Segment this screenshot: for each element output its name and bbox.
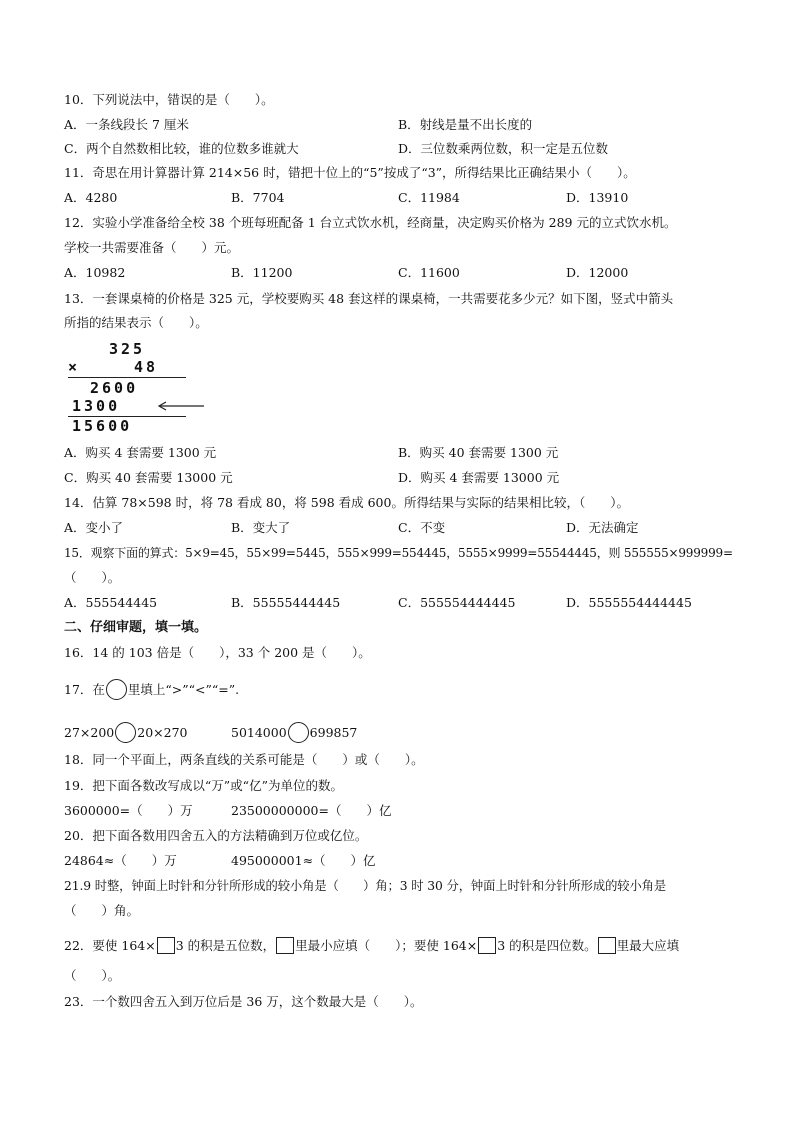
q12-option-d[interactable]: D．12000 — [566, 265, 629, 280]
q12-option-c[interactable]: C．11600 — [398, 265, 460, 280]
q20-expr-1: 24864≈（ ）万 — [64, 853, 177, 868]
q17-pre: 17．在 — [64, 682, 105, 697]
q11-option-d[interactable]: D．13910 — [566, 190, 629, 205]
multiplier: 48 — [134, 358, 159, 376]
square-blank-icon[interactable] — [598, 937, 616, 954]
q15-option-a[interactable]: A．555544445 — [64, 595, 158, 610]
q13-stem-line2: 所指的结果表示（ ）。 — [64, 315, 208, 330]
q19-stem: 19．把下面各数改写成以“万”或“亿”为单位的数。 — [64, 778, 343, 793]
q18-text: 18．同一个平面上，两条直线的关系可能是（ ）或（ ）。 — [64, 752, 424, 767]
partial-product-1: 2600 — [90, 379, 139, 397]
q15-stem-line2: （ ）。 — [64, 570, 121, 585]
q21-line1: 21.9 时整，钟面上时针和分针所形成的较小角是（ ）角；3 时 30 分，钟面上时针和分针所形成的较小角是 — [64, 879, 667, 893]
q12-stem-line1: 12．实验小学准备给全校 38 个班每班配备 1 台立式饮水机，经商量，决定购买价格为 289 元的立式饮水机。 — [64, 215, 677, 230]
square-blank-icon[interactable] — [478, 937, 496, 954]
final-product: 15600 — [72, 417, 133, 435]
q10-option-a[interactable]: A．一条线段长 7 厘米 — [64, 117, 189, 132]
q21-line2: （ ）角。 — [64, 903, 140, 918]
partial-product-2: 1300 — [72, 397, 121, 415]
section-heading: 二、仔细审题，填一填。 — [64, 620, 208, 635]
q19-expr-1: 3600000=（ ）万 — [64, 803, 193, 818]
q14-stem: 14．估算 78×598 时，将 78 看成 80，将 598 看成 600。所得结果与实际的结果相比较，（ ）。 — [64, 495, 629, 510]
q14-option-a[interactable]: A．变小了 — [64, 520, 124, 535]
q17-expr1-left: 27×200 — [64, 725, 115, 740]
q12-option-b[interactable]: B．11200 — [231, 265, 293, 280]
q19-expr-2: 23500000000=（ ）亿 — [231, 803, 392, 818]
q15-option-b[interactable]: B．55555444445 — [231, 595, 341, 610]
q17-expr-2 — [231, 722, 357, 743]
q10-option-d[interactable]: D．三位数乘两位数，积一定是五位数 — [398, 141, 609, 156]
q12-stem-line2: 学校一共需要准备（ ）元。 — [64, 240, 240, 255]
q15-option-d[interactable]: D．5555554444445 — [566, 595, 692, 610]
q11-option-c[interactable]: C．11984 — [398, 190, 460, 205]
q13-option-d[interactable]: D．购买 4 套需要 13000 元 — [398, 470, 560, 485]
q16-text: 16．14 的 103 倍是（ ），33 个 200 是（ ）。 — [64, 645, 371, 660]
q22-line2: （ ）。 — [64, 968, 121, 983]
circle-blank-icon — [106, 679, 127, 700]
q14-option-b[interactable]: B．变大了 — [231, 520, 291, 535]
square-blank-icon[interactable] — [276, 937, 294, 954]
q11-option-a[interactable]: A．4280 — [64, 190, 118, 205]
q11-option-b[interactable]: B．7704 — [231, 190, 285, 205]
q17-expr2-left: 5014000 — [231, 725, 287, 740]
q23-text: 23．一个数四舍五入到万位后是 36 万，这个数最大是（ ）。 — [64, 994, 423, 1009]
multiplicand: 325 — [109, 340, 146, 358]
q22-part5: 里最大应填 — [616, 938, 680, 953]
q13-stem-line1: 13．一套课桌椅的价格是 325 元，学校要购买 48 套这样的课桌椅，一共需要花多少元？如下图，竖式中箭头 — [64, 291, 674, 306]
q13-option-b[interactable]: B．购买 40 套需要 1300 元 — [398, 445, 559, 460]
q10-option-c[interactable]: C．两个自然数相比较，谁的位数多谁就大 — [64, 141, 299, 156]
q15-option-c[interactable]: C．555554444445 — [398, 595, 516, 610]
q13-option-c[interactable]: C．购买 40 套需要 13000 元 — [64, 470, 233, 485]
q17-instruction — [64, 679, 239, 700]
circle-blank-icon[interactable] — [115, 722, 136, 743]
rule-line — [68, 377, 186, 378]
q11-stem: 11．奇思在用计算器计算 214×56 时，错把十位上的“5”按成了“3”，所得结果比正确结果小（ ）。 — [64, 165, 636, 180]
q22-part1: 22．要使 164× — [64, 938, 156, 953]
q17-expr2-right: 699857 — [309, 725, 358, 740]
square-blank-icon[interactable] — [157, 937, 175, 954]
q14-option-d[interactable]: D．无法确定 — [566, 520, 639, 535]
times-sign: × — [68, 358, 81, 376]
q10-stem: 10．下列说法中，错误的是（ ）。 — [64, 92, 274, 107]
q17-expr-1 — [64, 722, 188, 743]
q22-part2: 3 的积是五位数， — [175, 938, 276, 953]
q17-post: 里填上“>”“<”“=”. — [127, 682, 240, 697]
circle-blank-icon[interactable] — [288, 722, 309, 743]
q17-expr1-right: 20×270 — [137, 725, 188, 740]
q22-part4: 3 的积是四位数。 — [497, 938, 597, 953]
q13-option-a[interactable]: A．购买 4 套需要 1300 元 — [64, 445, 217, 460]
q14-option-c[interactable]: C．不变 — [398, 520, 446, 535]
q12-option-a[interactable]: A．10982 — [64, 265, 126, 280]
q10-option-b[interactable]: B．射线是量不出长度的 — [398, 117, 533, 132]
q15-stem-line1: 15．观察下面的算式：5×9=45，55×99=5445，555×999=554445，5555×9999=55544445，则 555555×999999= — [64, 546, 733, 560]
q20-expr-2: 495000001≈（ ）亿 — [231, 853, 376, 868]
q22-part3: 里最小应填（ ）；要使 164× — [295, 938, 478, 953]
q22-line1 — [64, 937, 679, 954]
q20-stem: 20．把下面各数用四舍五入的方法精确到万位或亿位。 — [64, 828, 368, 843]
vertical-multiplication — [64, 340, 214, 436]
arrow-left-icon — [156, 401, 206, 411]
